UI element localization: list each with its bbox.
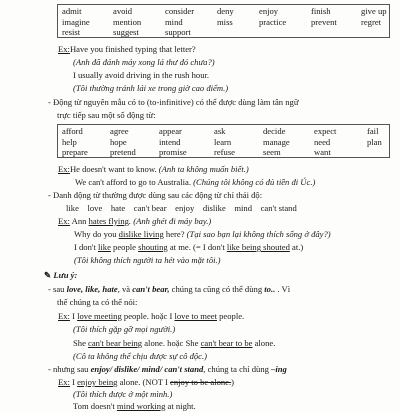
example-line: Tom doesn't mind working at night. [73,401,196,411]
verb-word: consider [165,6,195,16]
verb-word: mind [165,16,183,27]
verb-word: decide [263,126,286,136]
rule-text: - Động từ nguyên mẫu có to (to-infinitive) có thể được dùng làm tân ngữ [48,97,299,107]
example-line: I don't like people shouting at me. (= I don't like being shouted at.) [74,242,304,252]
verb-word: plan [367,136,382,147]
verb-word: support [165,27,191,38]
example-translation: (Tôi thường tránh lái xe trong giờ cao điểm.) [73,83,229,93]
rule-text: - Danh động từ thường được dùng sau các động từ chỉ thái độ: [48,190,263,200]
verb-word: ask [214,126,226,136]
example-line: Why do you dislike living here? (Tại sao bạn lại không thích sống ở đây?) [74,229,331,239]
verb-word: appear [159,126,182,136]
example-translation: (Tôi thích gặp gỡ mọi người.) [73,324,176,334]
verb-word: imagine [62,16,90,27]
example-translation: (Anh đã đánh máy xong lá thư đó chưa?) [73,57,215,67]
verb-word: seem [263,147,281,158]
example-line: Ex: I enjoy being alone. (NOT I enjoy to be alone.) [58,377,235,387]
verb-word: help [62,136,77,147]
verb-word: give up [361,6,387,16]
example-translation: (Tôi không thích người ta hét vào mặt tôi.) [74,255,221,265]
verb-word: expect [314,126,337,136]
gerund-verb-box [57,4,390,38]
verb-word: afford [62,126,83,136]
verb-word: avoid [113,6,133,16]
verb-word: prepare [62,147,88,158]
verb-word: mention [113,16,142,27]
example-line: Ex:Have you finished typing that letter? [58,44,196,54]
rule-text: trực tiếp sau một số động từ: [57,110,156,120]
example-line: We can't afford to go to Australia. (Chúng tôi không có đủ tiền đi Úc.) [75,177,316,187]
attitude-verb-list: like love hate can't bear enjoy dislike mind can't stand [66,203,297,213]
verb-word: suggest [113,27,139,38]
example-line: Ex:He doesn't want to know. (Anh ta không muốn biết.) [58,164,249,174]
example-line: She can't bear being alone. hoặc She can't bear to be alone. [73,338,276,348]
pencil-icon: ✎ [44,270,52,280]
verb-word: want [314,147,331,158]
example-translation: (Tôi thích được ở một mình.) [73,389,173,399]
example-line: I usually avoid driving in the rush hour. [73,70,210,80]
verb-word: manage [263,136,290,147]
verb-word: intend [159,136,181,147]
verb-word: need [314,136,331,147]
verb-word: fail [367,126,379,136]
verb-word: hope [110,136,127,147]
verb-word: prevent [311,16,337,27]
verb-word: promise [159,147,187,158]
verb-word: admit [62,6,82,16]
note-text: - sau love, like, hate, và can't bear, chúng ta cũng có thể dùng to.. . Vì [48,284,291,294]
verb-word: refuse [214,147,235,158]
verb-word: finish [311,6,331,16]
note-text: - nhưng sau enjoy/ dislike/ mind/ can't stand, chúng ta chỉ dùng –ing [48,364,287,374]
verb-word: resist [62,27,81,38]
verb-word: learn [214,136,232,147]
verb-word: miss [217,16,233,27]
example-line: Ex: Ann hates flying. (Anh ghét đi máy bay.) [58,216,212,226]
verb-word: regret [361,16,382,27]
example-translation: (Cô ta không thể chịu được sự cô độc.) [73,351,208,361]
verb-word: practice [259,16,287,27]
verb-word: agree [110,126,129,136]
verb-word: deny [217,6,234,16]
example-line: Ex: I love meeting people. hoặc I love to meet people. [58,311,245,321]
note-heading: ✎ Lưu ý: [44,270,78,280]
verb-word: enjoy [259,6,279,16]
infinitive-verb-box [57,124,390,158]
verb-word: pretend [110,147,136,158]
note-text: thế chúng ta có thể nói: [57,297,138,307]
